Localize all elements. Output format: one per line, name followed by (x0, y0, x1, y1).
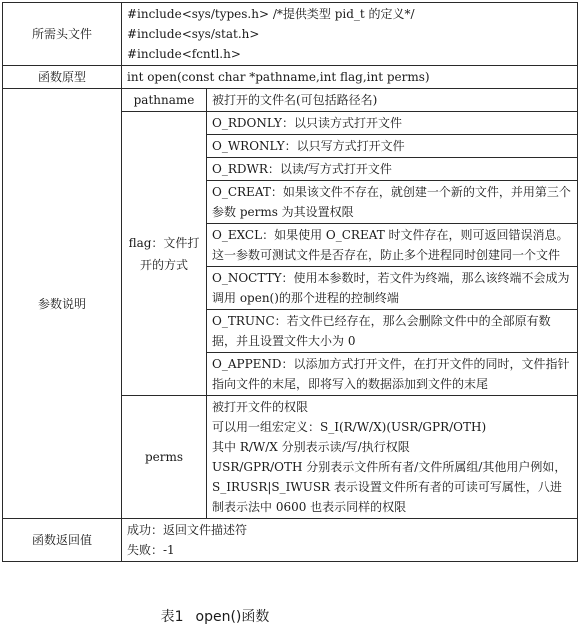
flag-option: O_CREAT：如果该文件不存在，就创建一个新的文件，并用第三个参数 perms 为其设置权限 (207, 181, 578, 224)
flag-name: flag：文件打开的方式 (122, 112, 207, 396)
perms-name: perms (122, 396, 207, 519)
perms-line: 其中 R/W/X 分别表示读/写/执行权限 (212, 440, 410, 454)
open-function-table (2, 2, 578, 562)
flag-option: O_EXCL：如果使用 O_CREAT 时文件存在，则可返回错误消息。这一参数可测试文件是否存在，防止多个进程同时创建同一个文件 (207, 224, 578, 267)
perms-desc (207, 396, 578, 519)
return-line: 失败：-1 (127, 543, 175, 557)
perms-line: 可以用一组宏定义：S_I(R/W/X)(USR/GPR/OTH) (212, 420, 487, 434)
table-caption (0, 606, 430, 626)
flag-option: O_TRUNC：若文件已经存在，那么会删除文件中的全部原有数据，并且设置文件大小为 0 (207, 310, 578, 353)
prototype-value: int open(const char *pathname,int flag,int perms) (122, 66, 578, 89)
headers-row (3, 3, 578, 66)
pathname-desc: 被打开的文件名(可包括路径名) (207, 89, 578, 112)
return-row (3, 519, 578, 562)
prototype-row (3, 66, 578, 89)
prototype-label: 函数原型 (3, 66, 122, 89)
caption-number: 表1 (160, 609, 184, 625)
flag-option: O_WRONLY：以只写方式打开文件 (207, 135, 578, 158)
flag-option: O_RDWR：以读/写方式打开文件 (207, 158, 578, 181)
flag-option: O_NOCTTY：使用本参数时，若文件为终端，那么该终端不会成为调用 open()的那个进程的控制终端 (207, 267, 578, 310)
header-line: #include<sys/types.h> /*提供类型 pid_t 的定义*/ (127, 7, 415, 21)
pathname-row (3, 89, 578, 112)
flag-option: O_RDONLY：以只读方式打开文件 (207, 112, 578, 135)
pathname-name: pathname (122, 89, 207, 112)
return-label: 函数返回值 (3, 519, 122, 562)
params-label: 参数说明 (3, 89, 122, 519)
headers-label: 所需头文件 (3, 3, 122, 66)
flag-option: O_APPEND：以添加方式打开文件，在打开文件的同时，文件指针指向文件的末尾，即将写入的数据添加到文件的末尾 (207, 353, 578, 396)
header-line: #include<fcntl.h> (127, 47, 241, 61)
headers-value (122, 3, 578, 66)
perms-line: 被打开文件的权限 (212, 400, 309, 414)
caption-title: open()函数 (195, 609, 270, 625)
header-line: #include<sys/stat.h> (127, 27, 260, 41)
return-value (122, 519, 578, 562)
perms-line: USR/GPR/OTH 分别表示文件所有者/文件所属组/其他用户例如，S_IRUSR|S_IWUSR 表示设置文件所有者的可读可写属性，八进制表示法中 0600 也表示同样的权限 (212, 460, 567, 514)
return-line: 成功：返回文件描述符 (127, 523, 248, 537)
